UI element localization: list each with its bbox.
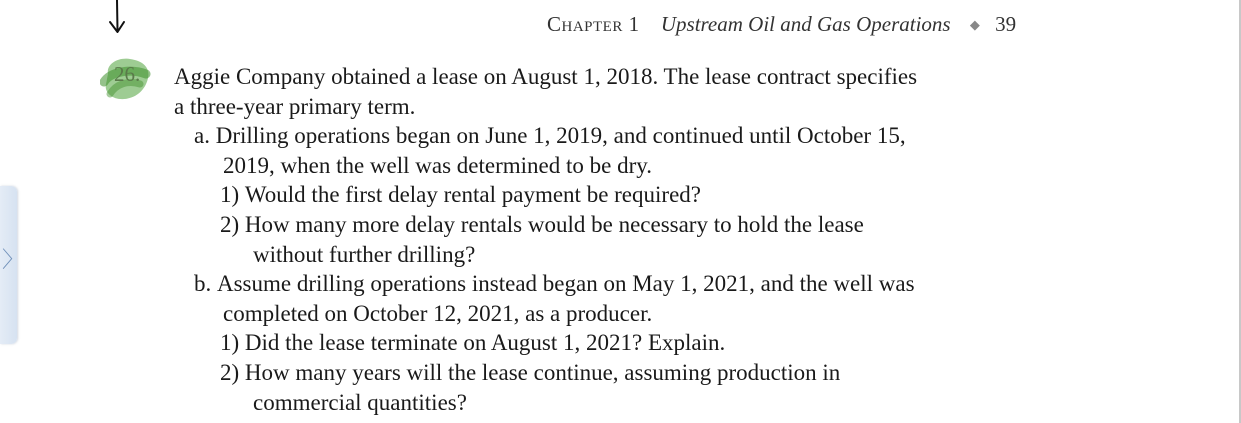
part-a-label: a. xyxy=(194,123,210,149)
question-label: 1) xyxy=(220,182,240,208)
side-panel-toggle[interactable] xyxy=(0,186,25,344)
part-a-question-1 xyxy=(174,180,917,210)
part-a-question-2 xyxy=(174,210,917,240)
running-header xyxy=(547,12,1016,37)
diamond-separator-icon: ◆ xyxy=(969,17,980,32)
question-label: 1) xyxy=(220,330,240,356)
problem-number-highlight xyxy=(100,54,154,102)
chapter-title: Upstream Oil and Gas Operations xyxy=(660,12,951,36)
problem-number: 26. xyxy=(114,62,141,86)
chapter-label: Chapter 1 xyxy=(547,12,640,36)
question-text: How many years will the lease continue, assuming production in xyxy=(244,359,841,385)
part-a-line: 2019, when the well was determined to be dry. xyxy=(223,152,653,178)
page-number: 39 xyxy=(995,12,1017,36)
question-text-continued: commercial quantities? xyxy=(253,389,467,415)
question-label: 2) xyxy=(220,211,240,237)
chevron-right-icon: 〉 xyxy=(2,248,25,273)
part-b-line: completed on October 12, 2021, as a producer. xyxy=(223,300,653,326)
problem-text xyxy=(174,62,917,417)
question-text-continued: without further drilling? xyxy=(253,241,476,267)
part-b-text: Assume drilling operations instead began on May 1, 2021, and the well was xyxy=(217,271,915,297)
part-b-question-1 xyxy=(174,328,917,358)
part-b-question-2 xyxy=(174,358,917,388)
question-label: 2) xyxy=(220,359,240,385)
hand-drawn-arrow-icon xyxy=(106,0,128,40)
part-b-label: b. xyxy=(194,271,212,297)
part-a-text: Drilling operations began on June 1, 2019, and continued until October 15, xyxy=(215,123,906,149)
question-text: Did the lease terminate on August 1, 2021? Explain. xyxy=(244,330,726,356)
part-b-line xyxy=(174,269,917,299)
part-a-line xyxy=(174,121,917,151)
question-text: How many more delay rentals would be necessary to hold the lease xyxy=(244,211,864,237)
problem-stem-line: a three-year primary term. xyxy=(174,93,416,119)
question-text: Would the first delay rental payment be required? xyxy=(244,182,701,208)
problem-stem-line: Aggie Company obtained a lease on August 1, 2018. The lease contract specifies xyxy=(174,64,918,89)
